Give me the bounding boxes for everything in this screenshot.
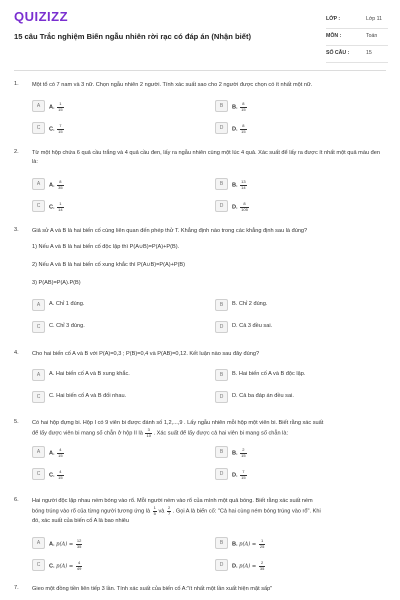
meta-label: MÔN : <box>326 33 342 39</box>
option-fraction: $\frac{7}{15}$ <box>58 123 63 134</box>
option-letter-badge: A <box>32 446 45 458</box>
option-text: C. Chỉ 3 đúng. <box>49 323 85 329</box>
option-fraction: $\frac{8}{105}$ <box>241 201 248 212</box>
option-prefix: B. <box>232 541 238 548</box>
inline-fraction: $\frac{1}{5}$ <box>153 505 156 516</box>
option-letter-badge: A <box>32 537 45 549</box>
option-letter-badge: A <box>32 299 45 311</box>
option-letter-badge: C <box>32 200 45 212</box>
option-letter-badge: D <box>215 391 228 403</box>
option-b[interactable] <box>215 369 385 380</box>
option-c[interactable] <box>32 122 202 133</box>
statement-3: 3) P(AB)=P(A).P(B) <box>32 280 81 286</box>
option-fraction: $\frac{1}{14}$ <box>58 201 63 212</box>
meta-label: SỐ CÂU : <box>326 50 350 56</box>
option-letter-badge: B <box>215 369 228 381</box>
question-number: 6. <box>14 497 19 503</box>
question-text: Có hai hộp đựng bi. Hộp I có 9 viên bi được đánh số 1,2,...,9 . Lấy ngẫu nhiên mỗi hộp một viên bi. Biết rằng xác suất để lấy được viên bi mang số chẵn ở hộp II là $\frac{3}{10}$ . Xác suất để lấy được cả hai viên bi mang số chẵn là: <box>32 420 324 438</box>
header-divider <box>14 70 386 71</box>
option-prefix: D. <box>232 472 238 479</box>
option-d[interactable] <box>215 559 385 570</box>
option-a[interactable] <box>32 446 202 457</box>
question-text: Từ một hộp chứa 6 quả cầu trắng và 4 quả cầu đen, lấy ra ngẫu nhiên cùng một lúc 4 quả. Xác suất để lấy ra được ít nhất một quả màu đen là: <box>32 150 380 165</box>
option-c[interactable] <box>32 321 202 332</box>
option-b[interactable] <box>215 178 385 189</box>
option-prefix: C. <box>49 472 55 479</box>
option-fraction: $\frac{12}{35}$ <box>76 538 82 549</box>
option-prefix: D. <box>232 204 238 211</box>
option-fraction: $\frac{8}{35}$ <box>58 179 63 190</box>
meta-row-class <box>326 12 388 29</box>
option-prefix: A. <box>49 450 55 457</box>
option-letter-badge: C <box>32 391 45 403</box>
option-letter-badge: B <box>215 178 228 190</box>
option-prefix: A. <box>49 541 55 548</box>
option-fraction: $\frac{13}{14}$ <box>241 179 246 190</box>
question-number: 4. <box>14 350 19 356</box>
meta-value: 15 <box>366 50 372 56</box>
statement-1: 1) Nếu A và B là hai biến cố độc lập thì P(A∪B)=P(A)+P(B). <box>32 244 180 250</box>
option-prefix: C. <box>49 126 55 133</box>
meta-label: LỚP : <box>326 16 341 22</box>
option-text: A. Hai biến cố A và B xung khắc. <box>49 371 130 377</box>
option-prefix: C. <box>49 563 55 570</box>
option-fraction: $\frac{4}{49}$ <box>76 560 82 571</box>
option-b[interactable] <box>215 537 385 548</box>
meta-value: Lớp 11 <box>366 16 382 22</box>
question-text: Giả sử A và B là hai biến cố cùng liên quan đến phép thử T. Khẳng định nào trong các khẳng định sau là đúng? <box>32 228 308 234</box>
question-number: 5. <box>14 419 19 425</box>
option-text: A. Chỉ 1 đúng. <box>49 301 85 307</box>
option-letter-badge: B <box>215 537 228 549</box>
option-letter-badge: D <box>215 468 228 480</box>
option-text: D. Cả 3 đều sai. <box>232 323 273 329</box>
option-fraction: $\frac{8}{15}$ <box>241 123 246 134</box>
option-fraction: $\frac{1}{15}$ <box>58 101 63 112</box>
quizizz-logo: QUIZIZZ <box>14 9 69 24</box>
option-prefix: A. <box>49 104 55 111</box>
option-text: B. Hai biến cố A và B độc lập. <box>232 371 306 377</box>
option-b[interactable] <box>215 299 385 310</box>
option-prefix: A. <box>49 182 55 189</box>
option-prefix: B. <box>232 104 238 111</box>
statement-2: 2) Nếu A và B là hai biến cố xung khắc thì P(A∪B)=P(A)+P(B) <box>32 262 186 268</box>
option-text: D. Cả ba đáp án đều sai. <box>232 393 294 399</box>
option-a[interactable] <box>32 369 202 380</box>
option-expression: p(A) = <box>56 563 74 570</box>
option-fraction: $\frac{4}{15}$ <box>58 447 63 458</box>
option-letter-badge: C <box>32 559 45 571</box>
option-prefix: C. <box>49 204 55 211</box>
meta-value: Toán <box>366 33 378 39</box>
option-letter-badge: D <box>215 321 228 333</box>
option-b[interactable] <box>215 100 385 111</box>
option-fraction: $\frac{8}{15}$ <box>241 101 246 112</box>
option-prefix: B. <box>232 450 238 457</box>
meta-panel <box>326 12 388 63</box>
option-letter-badge: B <box>215 446 228 458</box>
option-expression: p(A) = <box>239 541 257 548</box>
option-expression: p(A) = <box>56 541 74 548</box>
question-number: 3. <box>14 227 19 233</box>
document-title: 15 câu Trắc nghiệm Biến ngẫu nhiên rời rạc có đáp án (Nhận biết) <box>14 32 252 41</box>
option-c[interactable] <box>32 200 202 211</box>
option-a[interactable] <box>32 178 202 189</box>
question-text: Cho hai biến cố A và B với P(A)=0,3 ; P(B)=0,4 và P(AB)=0,12. Kết luận nào sau đây đúng? <box>32 351 260 357</box>
question-text: Gieo một đồng tiền liên tiếp 3 lần. Tính xác suất của biến cố A:"ít nhất một lần xuất hiện mặt sấp" <box>32 586 273 592</box>
option-fraction: $\frac{2}{15}$ <box>241 447 246 458</box>
option-letter-badge: C <box>32 468 45 480</box>
option-d[interactable] <box>215 391 385 402</box>
option-letter-badge: C <box>32 122 45 134</box>
worksheet-header <box>0 0 400 62</box>
option-prefix: D. <box>232 563 238 570</box>
option-letter-badge: D <box>215 559 228 571</box>
option-letter-badge: A <box>32 100 45 112</box>
option-fraction: $\frac{7}{15}$ <box>241 469 246 480</box>
option-prefix: B. <box>232 182 238 189</box>
option-letter-badge: B <box>215 299 228 311</box>
option-b[interactable] <box>215 446 385 457</box>
option-d[interactable] <box>215 200 385 211</box>
option-text: B. Chỉ 2 đúng. <box>232 301 268 307</box>
option-expression: p(A) = <box>239 563 257 570</box>
option-a[interactable] <box>32 537 202 548</box>
option-text: C. Hai biến cố A và B đối nhau. <box>49 393 127 399</box>
inline-fraction: $\frac{3}{10}$ <box>146 427 151 438</box>
question-number: 2. <box>14 149 19 155</box>
inline-fraction: $\frac{2}{7}$ <box>167 505 171 516</box>
option-c[interactable] <box>32 391 202 402</box>
option-fraction: $\frac{4}{15}$ <box>58 469 63 480</box>
option-letter-badge: A <box>32 369 45 381</box>
question-number: 1. <box>14 81 19 87</box>
option-d[interactable] <box>215 122 385 133</box>
option-d[interactable] <box>215 321 385 332</box>
option-c[interactable] <box>32 468 202 479</box>
meta-row-count <box>326 46 388 63</box>
option-c[interactable] <box>32 559 202 570</box>
question-text: Một tổ có 7 nam và 3 nữ. Chọn ngẫu nhiên 2 người. Tính xác suất sao cho 2 người được chọn có ít nhất một nữ. <box>32 82 313 88</box>
option-d[interactable] <box>215 468 385 479</box>
option-letter-badge: A <box>32 178 45 190</box>
option-a[interactable] <box>32 299 202 310</box>
question-number: 7. <box>14 585 19 591</box>
option-letter-badge: D <box>215 122 228 134</box>
option-prefix: D. <box>232 126 238 133</box>
option-letter-badge: B <box>215 100 228 112</box>
option-letter-badge: D <box>215 200 228 212</box>
option-a[interactable] <box>32 100 202 111</box>
option-letter-badge: C <box>32 321 45 333</box>
question-text: Hai người độc lập nhau ném bóng vào rổ. Mỗi người ném vào rổ của mình một quả bóng. Biết rằng xác suất ném bóng trúng vào rổ của từng người tương ứng là $\frac{1}{5}$ và $\frac{2}{7}$ . Gọi A là biến cố: "Cả hai cùng ném bóng trúng vào rổ". Khi đó, xác suất của biến cố A là bao nhiêu <box>32 498 321 524</box>
meta-row-subject <box>326 29 388 46</box>
option-fraction: $\frac{2}{35}$ <box>259 560 265 571</box>
option-fraction: $\frac{1}{25}$ <box>259 538 265 549</box>
